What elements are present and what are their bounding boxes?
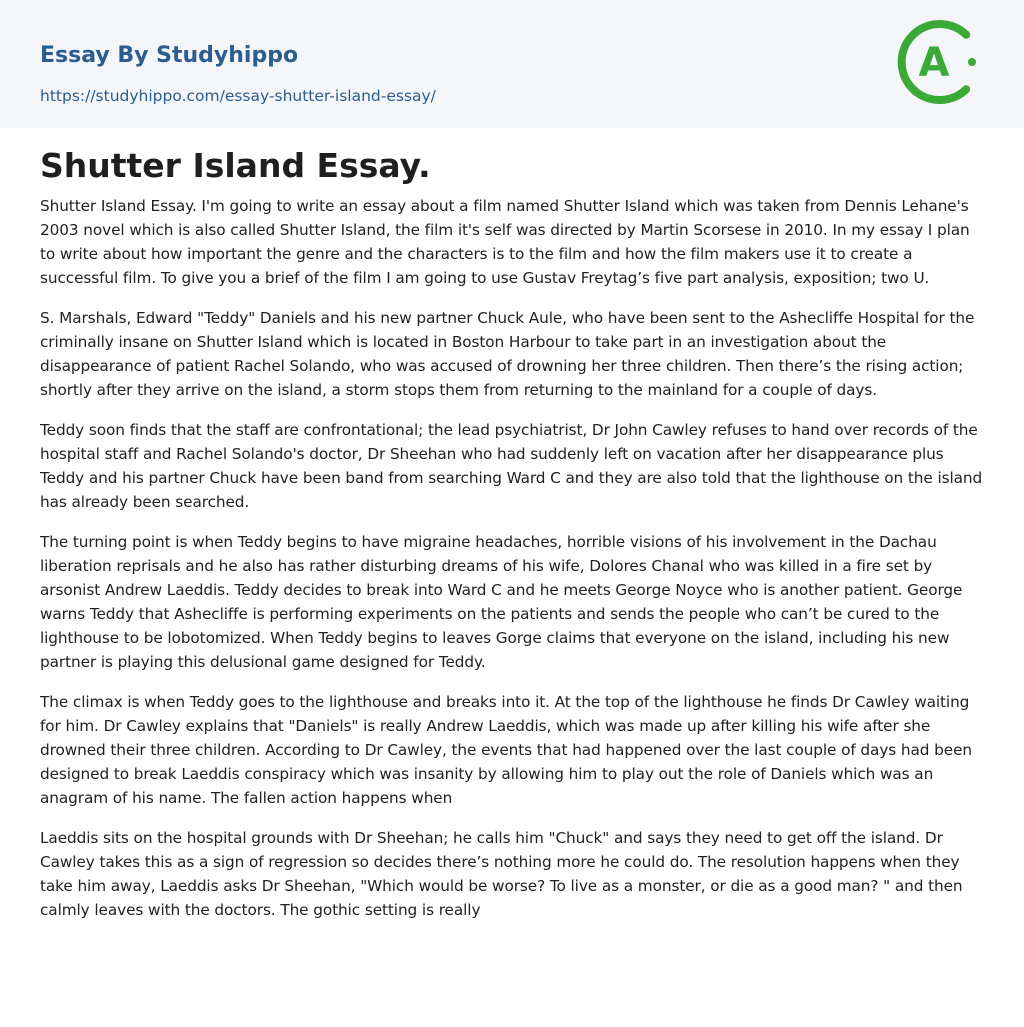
article-paragraph-2: S. Marshals, Edward "Teddy" Daniels and his new partner Chuck Aule, who have been sent to the Ashecliffe Hospital for the criminally insane on Shutter Island which is located in Boston Harbour to take part in an investigation about the disappearance of patient Rachel Solando, who was accused of drowning her three children. Then there’s the rising action; shortly after they arrive on the island, a storm stops them from returning to the mainland for a couple of days. [40,309,975,399]
article-body [0,128,1024,922]
site-brand-link[interactable]: Essay By Studyhippo [40,43,299,68]
article-paragraph-4: The turning point is when Teddy begins to have migraine headaches, horrible visions of his involvement in the Dachau liberation reprisals and he also has rather disturbing dreams of his wife, Dolores Chanal who was killed in a fire set by arsonist Andrew Laeddis. Teddy decides to break into Ward C and he meets George Noyce who is another patient. George warns Teddy that Ashecliffe is performing experiments on the patients and sends the people who can’t be cured to the lighthouse to be lobotomized. When Teddy begins to leaves Gorge claims that everyone on the island, including his new partner is playing this delusional game designed for Teddy. [40,533,963,671]
logo-letter: A [918,40,950,86]
article-paragraph-6: Laeddis sits on the hospital grounds with Dr Sheehan; he calls him "Chuck" and says they need to get off the island. Dr Cawley takes this as a sign of regression so decides there’s nothing more he could do. The resolution happens when they take him away, Laeddis asks Dr Sheehan, "Which would be worse? To live as a monster, or die as a good man? " and then calmly leaves with the doctors. The gothic setting is really [40,829,963,919]
article-paragraph-3: Teddy soon finds that the staff are confrontational; the lead psychiatrist, Dr John Cawley refuses to hand over records of the hospital staff and Rachel Solando's doctor, Dr Sheehan who had suddenly left on vacation after her disappearance plus Teddy and his partner Chuck have been band from searching Ward C and they are also told that the lighthouse on the island has already been searched. [40,421,983,511]
page-url-link[interactable]: https://studyhippo.com/essay-shutter-island-essay/ [40,87,436,105]
article-paragraph-5: The climax is when Teddy goes to the lighthouse and breaks into it. At the top of the lighthouse he finds Dr Cawley waiting for him. Dr Cawley explains that "Daniels" is really Andrew Laeddis, which was made up after killing his wife after she drowned their three children. According to Dr Cawley, the events that had happened over the last couple of days had been designed to break Laeddis conspiracy which was insanity by allowing him to play out the role of Daniels which was an anagram of his name. The fallen action happens when [40,693,972,807]
studyhippo-logo-icon[interactable] [896,18,984,106]
article-paragraph-1: Shutter Island Essay. I'm going to write an essay about a film named Shutter Island which was taken from Dennis Lehane's 2003 novel which is also called Shutter Island, the film it's self was directed by Martin Scorsese in 2010. In my essay I plan to write about how important the genre and the characters is to the film and how the film makers use it to create a successful film. To give you a brief of the film I am going to use Gustav Freytag’s five part analysis, exposition; two U. [40,197,970,287]
site-header [0,0,1024,128]
article-title: Shutter Island Essay. [40,146,431,185]
